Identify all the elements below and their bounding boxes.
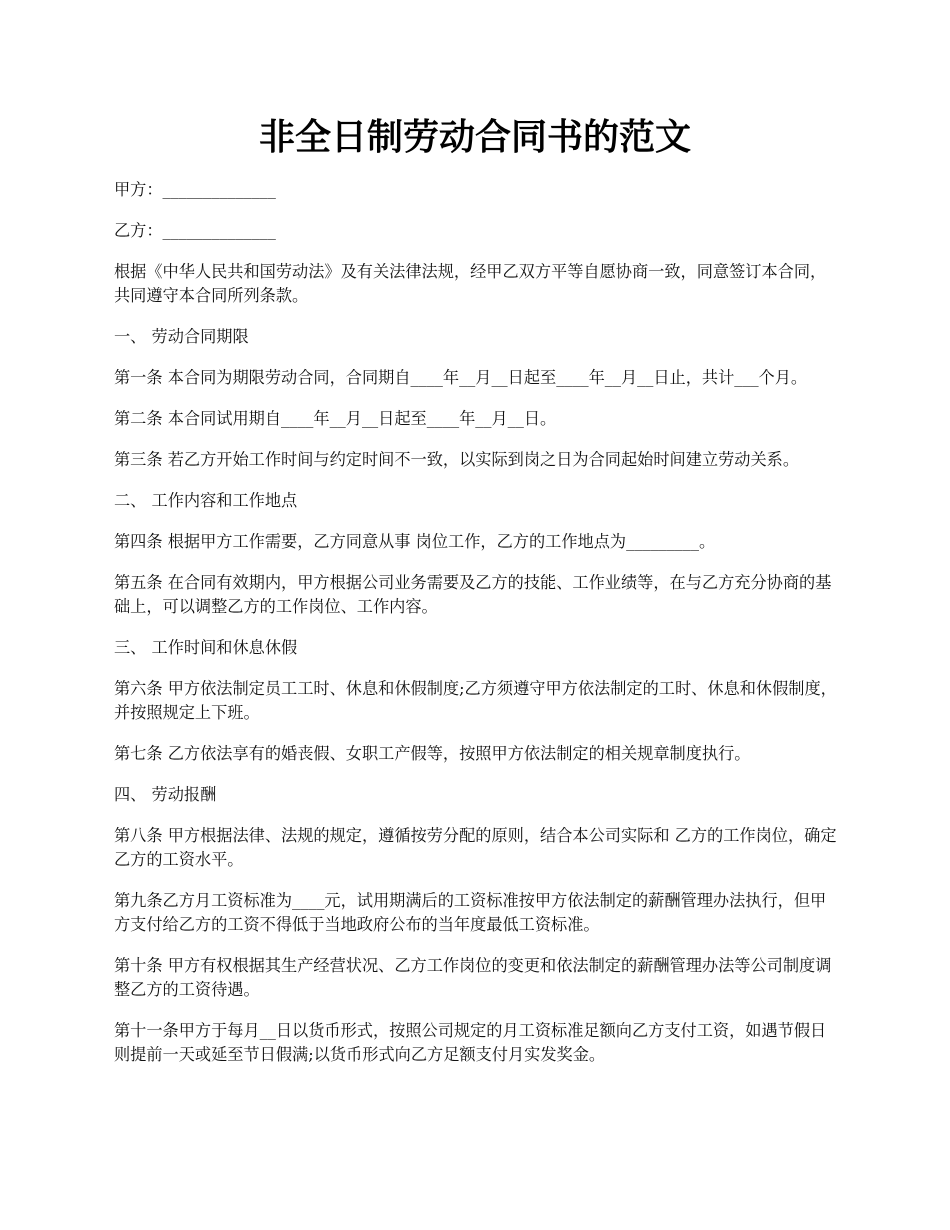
article-1: 第一条 本合同为期限劳动合同，合同期自____年__月__日起至____年__月__日止，共计___个月。 (114, 368, 808, 387)
section-heading-work-hours: 三、 工作时间和休息休假 (114, 638, 298, 657)
article-9: 第九条乙方月工资标准为____元，试用期满后的工资标准按甲方依法制定的薪酬管理办法执行，但甲方支付给乙方的工资不得低于当地政府公布的当年度最低工资标准。 (114, 891, 827, 934)
article-11: 第十一条甲方于每月__日以货币形式，按照公司规定的月工资标准足额向乙方支付工资，如遇节假日则提前一天或延至节日假满;以货币形式向乙方足额支付月实发奖金。 (114, 1021, 827, 1064)
section-heading-contract-term: 一、 劳动合同期限 (114, 327, 249, 346)
document-body (114, 178, 842, 1084)
preamble-paragraph: 根据《中华人民共和国劳动法》及有关法律法规，经甲乙双方平等自愿协商一致，同意签订本合同，共同遵守本合同所列条款。 (114, 262, 827, 305)
section-heading-remuneration: 四、 劳动报酬 (114, 785, 217, 804)
party-b-line: 乙方：______________ (114, 221, 276, 240)
article-4: 第四条 根据甲方工作需要，乙方同意从事 岗位工作，乙方的工作地点为_________。 (114, 532, 716, 551)
section-heading-work-content: 二、 工作内容和工作地点 (114, 491, 298, 510)
article-6: 第六条 甲方依法制定员工工时、休息和休假制度;乙方须遵守甲方依法制定的工时、休息和休假制度，并按照规定上下班。 (114, 679, 837, 722)
article-7: 第七条 乙方依法享有的婚丧假、女职工产假等，按照甲方依法制定的相关规章制度执行。 (114, 744, 751, 763)
article-2: 第二条 本合同试用期自____年__月__日起至____年__月__日。 (114, 409, 557, 428)
article-3: 第三条 若乙方开始工作时间与约定时间不一致，以实际到岗之日为合同起始时间建立劳动关系。 (114, 450, 800, 469)
party-a-line: 甲方：______________ (114, 180, 276, 199)
document-title: 非全日制劳动合同书的范文 (258, 116, 691, 158)
article-10: 第十条 甲方有权根据其生产经营状况、乙方工作岗位的变更和依法制定的薪酬管理办法等公司制度调整乙方的工资待遇。 (114, 956, 832, 999)
article-5: 第五条 在合同有效期内，甲方根据公司业务需要及乙方的技能、工作业绩等，在与乙方充分协商的基础上，可以调整乙方的工作岗位、工作内容。 (114, 573, 832, 616)
article-8: 第八条 甲方根据法律、法规的规定，遵循按劳分配的原则，结合本公司实际和 乙方的工作岗位，确定乙方的工资水平。 (114, 826, 837, 869)
